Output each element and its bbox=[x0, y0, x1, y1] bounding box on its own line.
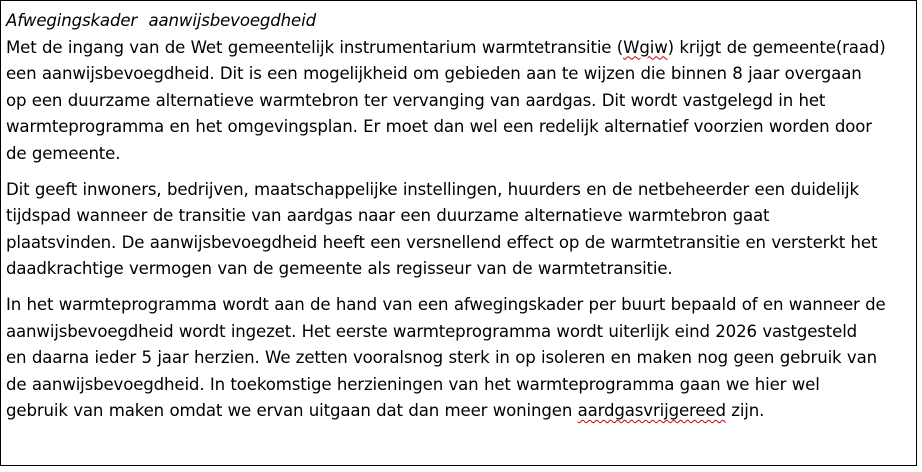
paragraph-2-line-3: plaatsvinden. De aanwijsbevoegdheid heeft een versnellend effect op de warmtetransitie en versterkt het bbox=[6, 232, 878, 252]
spellcheck-word: aardgasvrijgereed bbox=[577, 401, 726, 420]
paragraph-2-line-1: Dit geeft inwoners, bedrijven, maatschappelijke instellingen, huurders en de netbeheerder een duidelijk bbox=[6, 179, 859, 199]
paragraph-3 bbox=[6, 292, 916, 425]
spellcheck-word: Wgiw bbox=[623, 37, 668, 57]
paragraph-1-line-4: warmteprogramma en het omgevingsplan. Er moet dan wel een redelijk alternatief voorzien worden door bbox=[6, 117, 872, 136]
paragraph-1 bbox=[6, 35, 916, 168]
text-run: ) krijgt de gemeente(raad) bbox=[667, 37, 886, 57]
text-run: zijn. bbox=[725, 401, 765, 420]
document-body[interactable] bbox=[6, 8, 916, 434]
section-title bbox=[6, 8, 916, 35]
paragraph-1-line-3: op een duurzame alternatieve warmtebron ter vervanging van aardgas. Dit wordt vastgelegd in het bbox=[6, 90, 826, 110]
paragraph-1-line-2: een aanwijsbevoegdheid. Dit is een mogelijkheid om gebieden aan te wijzen die binnen 8 jaar overgaan bbox=[6, 64, 862, 83]
text-run: gebruik van maken omdat we ervan uitgaan dat dan meer woningen bbox=[6, 401, 578, 420]
paragraph-2-line-4: daadkrachtige vermogen van de gemeente als regisseur van de warmtetransitie. bbox=[6, 259, 673, 278]
section-title-part1: Afwegingskader bbox=[6, 11, 138, 30]
paragraph-2 bbox=[6, 177, 916, 283]
paragraph-3-line-4: de aanwijsbevoegdheid. In toekomstige herzieningen van het warmteprogramma gaan we hier wel bbox=[6, 374, 820, 394]
text-run: Met de ingang van de Wet gemeentelijk instrumentarium warmtetransitie ( bbox=[6, 37, 624, 57]
paragraph-2-line-2: tijdspad wanneer de transitie van aardgas naar een duurzame alternatieve warmtebron gaat bbox=[6, 206, 770, 225]
paragraph-1-line-1 bbox=[6, 35, 916, 62]
paragraph-1-line-5: de gemeente. bbox=[6, 143, 121, 163]
paragraph-3-line-3: en daarna ieder 5 jaar herzien. We zetten vooralsnog sterk in op isoleren en maken nog geen gebruik van bbox=[6, 348, 877, 367]
paragraph-3-line-2: aanwijsbevoegdheid wordt ingezet. Het eerste warmteprogramma wordt uiterlijk eind 2026 vastgesteld bbox=[6, 321, 858, 341]
paragraph-3-line-1: In het warmteprogramma wordt aan de hand van een afwegingskader per buurt bepaald of en wanneer de bbox=[6, 295, 886, 314]
paragraph-3-line-5 bbox=[6, 398, 916, 425]
section-title-part2: aanwijsbevoegdheid bbox=[148, 11, 316, 30]
